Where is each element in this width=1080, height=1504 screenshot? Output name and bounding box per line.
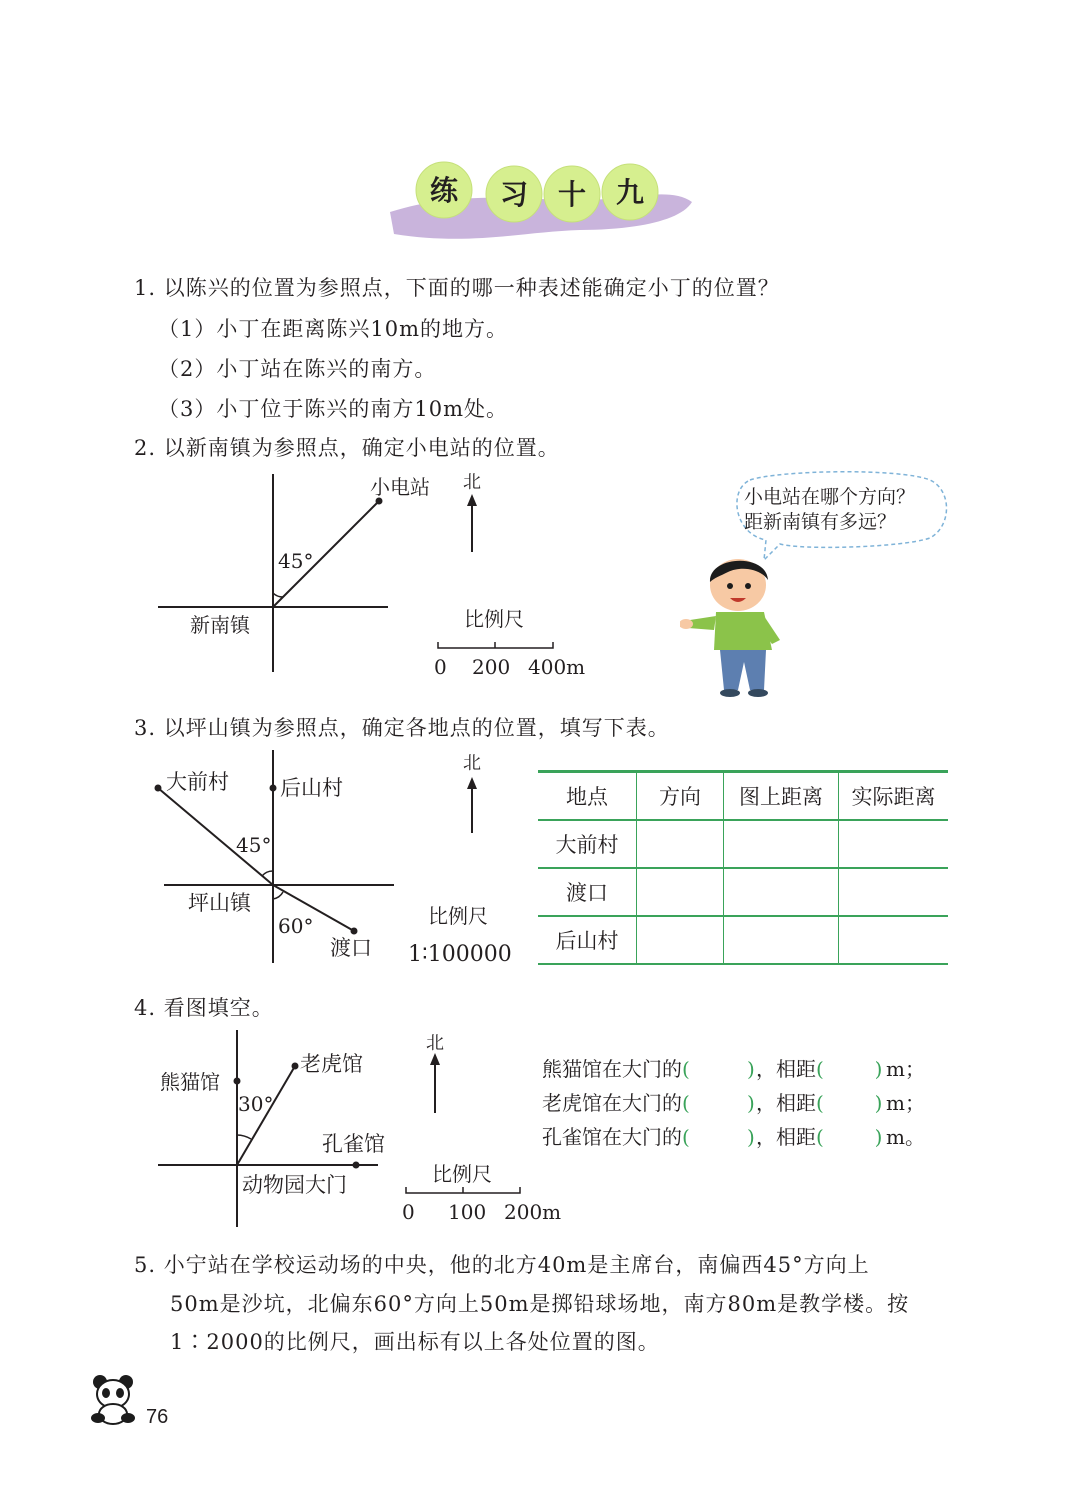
boy-eye-right: [745, 583, 751, 589]
q4-blank-line-1: [542, 1053, 925, 1082]
q4-blank-prefix: 熊猫馆在大门的: [542, 1057, 682, 1081]
q4-blank-mid: ，相距: [756, 1125, 816, 1149]
q4-gate-label: 动物园大门: [242, 1173, 347, 1197]
q2-north-arrowhead: [467, 494, 477, 506]
q4-north-label: 北: [426, 1033, 444, 1054]
q5-line-3: 1∶2000的比例尺，画出标有以上各处位置的图。: [170, 1330, 660, 1354]
q4-direction-blank[interactable]: ( ): [682, 1125, 755, 1149]
q2-scale-tick-0: 0: [434, 655, 447, 679]
q3-north-arrowhead: [467, 777, 477, 789]
q2-angle-arc: [273, 593, 283, 597]
q3-angle-arc-45: [262, 871, 273, 876]
q4-distance-blank[interactable]: ( ): [816, 1057, 883, 1081]
q4-scale-label: 比例尺: [432, 1162, 492, 1186]
q3-header-direction: 方向: [637, 772, 724, 821]
q2-scale-bar: [438, 642, 553, 648]
q1-question: 1. 以陈兴的位置为参照点，下面的哪一种表述能确定小丁的位置？: [134, 276, 780, 300]
q4-blank-line-2: [542, 1087, 925, 1116]
q5-line-2: 50m是沙坑，北偏东60°方向上50m是掷铅球场地，南方80m是教学楼。按: [170, 1292, 910, 1316]
q3-cell-map-distance[interactable]: [724, 868, 839, 916]
q4-north-arrowhead: [430, 1053, 440, 1065]
table-row: [538, 820, 948, 868]
q3-houshan-dot: [270, 785, 277, 792]
q2-scale-label: 比例尺: [464, 607, 524, 631]
q4-distance-blank[interactable]: ( ): [816, 1125, 883, 1149]
q3-table-header: [538, 772, 948, 821]
q3-cell-direction[interactable]: [637, 820, 724, 868]
boy-illustration: [680, 550, 800, 700]
q2-origin-label: 新南镇: [190, 613, 250, 637]
q4-question: 4. 看图填空。: [134, 996, 274, 1020]
q3-origin-label: 坪山镇: [188, 891, 251, 915]
q3-cell-map-distance[interactable]: [724, 820, 839, 868]
q3-cell-real-distance[interactable]: [839, 868, 949, 916]
title-char-2: 习: [499, 178, 529, 211]
q3-angle-45: 45°: [236, 833, 272, 857]
q3-angle-60: 60°: [278, 914, 314, 938]
q3-scale-label: 比例尺: [428, 904, 488, 928]
q3-angle-arc-60: [273, 892, 283, 899]
q4-blank-line-3: [542, 1121, 925, 1150]
q3-table: [538, 770, 948, 965]
title-char-4: 九: [615, 176, 645, 209]
table-row: [538, 868, 948, 916]
q4-angle-label: 30°: [238, 1092, 274, 1116]
q2-station-label: 小电站: [370, 475, 430, 499]
q3-daqian-label: 大前村: [166, 770, 229, 794]
q2-diagram: [150, 468, 600, 688]
boy-shoe-left: [720, 689, 740, 697]
q4-scale-tick-1: 100: [448, 1200, 487, 1224]
q3-question: 3. 以坪山镇为参照点，确定各地点的位置，填写下表。: [134, 716, 670, 740]
q3-diagram: [150, 745, 530, 970]
q3-row-place: 渡口: [538, 868, 637, 916]
q3-cell-direction[interactable]: [637, 868, 724, 916]
q4-tiger-label: 老虎馆: [300, 1052, 363, 1076]
q2-scale-tick-1: 200: [472, 655, 511, 679]
q4-direction-blank[interactable]: ( ): [682, 1057, 755, 1081]
q4-scale-bar: [406, 1187, 520, 1193]
title-banner: [380, 150, 700, 250]
q4-blank-mid: ，相距: [756, 1057, 816, 1081]
q4-blank-suffix: m；: [886, 1091, 925, 1115]
q4-blank-mid: ，相距: [756, 1091, 816, 1115]
q3-header-place: 地点: [538, 772, 637, 821]
q4-diagram: [150, 1025, 580, 1235]
q4-panda-dot: [234, 1078, 241, 1085]
q2-question: 2. 以新南镇为参照点，确定小电站的位置。: [134, 436, 560, 460]
q1-option-3: （3）小丁位于陈兴的南方10m处。: [158, 397, 508, 421]
page-number: 76: [146, 1406, 169, 1428]
q4-peacock-label: 孔雀馆: [322, 1132, 385, 1156]
q3-cell-real-distance[interactable]: [839, 916, 949, 964]
q3-houshan-label: 后山村: [280, 776, 343, 800]
q3-dukou-dot: [351, 928, 358, 935]
boy-shoe-right: [748, 689, 768, 697]
q3-daqian-dot: [155, 785, 162, 792]
q4-blank-prefix: 孔雀馆在大门的: [542, 1125, 682, 1149]
table-row: [538, 916, 948, 964]
q3-row-place: 大前村: [538, 820, 637, 868]
q4-scale-tick-2: 200m: [504, 1200, 562, 1224]
q4-peacock-dot: [353, 1162, 360, 1169]
title-char-3: 十: [557, 178, 587, 211]
q1-option-2: （2）小丁站在陈兴的南方。: [158, 357, 437, 381]
title-char-1: 练: [429, 174, 459, 207]
q3-cell-map-distance[interactable]: [724, 916, 839, 964]
bubble-line-1: 小电站在哪个方向？: [744, 486, 916, 508]
q4-panda-label: 熊猫馆: [160, 1070, 220, 1094]
q4-distance-blank[interactable]: ( ): [816, 1091, 883, 1115]
q4-blank-suffix: m；: [886, 1057, 925, 1081]
q4-blank-suffix: m。: [886, 1125, 925, 1149]
q2-scale-tick-2: 400m: [528, 655, 586, 679]
q3-cell-direction[interactable]: [637, 916, 724, 964]
bubble-line-2: 距新南镇有多远？: [744, 511, 897, 533]
q3-header-real-distance: 实际距离: [839, 772, 949, 821]
q3-row-place: 后山村: [538, 916, 637, 964]
q3-dukou-label: 渡口: [330, 936, 372, 960]
q4-angle-arc: [237, 1135, 251, 1139]
q2-angle-label: 45°: [278, 549, 314, 573]
panda-icon: [86, 1372, 140, 1428]
q4-direction-blank[interactable]: ( ): [682, 1091, 755, 1115]
q3-scale-value: 1∶100000: [408, 942, 512, 967]
q3-north-label: 北: [463, 753, 481, 774]
boy-eye-left: [727, 583, 733, 589]
q4-scale-tick-0: 0: [402, 1200, 415, 1224]
q4-blank-prefix: 老虎馆在大门的: [542, 1091, 682, 1115]
q3-cell-real-distance[interactable]: [839, 820, 949, 868]
q3-header-map-distance: 图上距离: [724, 772, 839, 821]
q4-tiger-dot: [292, 1063, 299, 1070]
q5-line-1: 5. 小宁站在学校运动场的中央，他的北方40m是主席台，南偏西45°方向上: [134, 1253, 870, 1277]
boy-pants: [720, 650, 766, 690]
q1-option-1: （1）小丁在距离陈兴10m的地方。: [158, 317, 508, 341]
q2-north-label: 北: [463, 472, 481, 493]
